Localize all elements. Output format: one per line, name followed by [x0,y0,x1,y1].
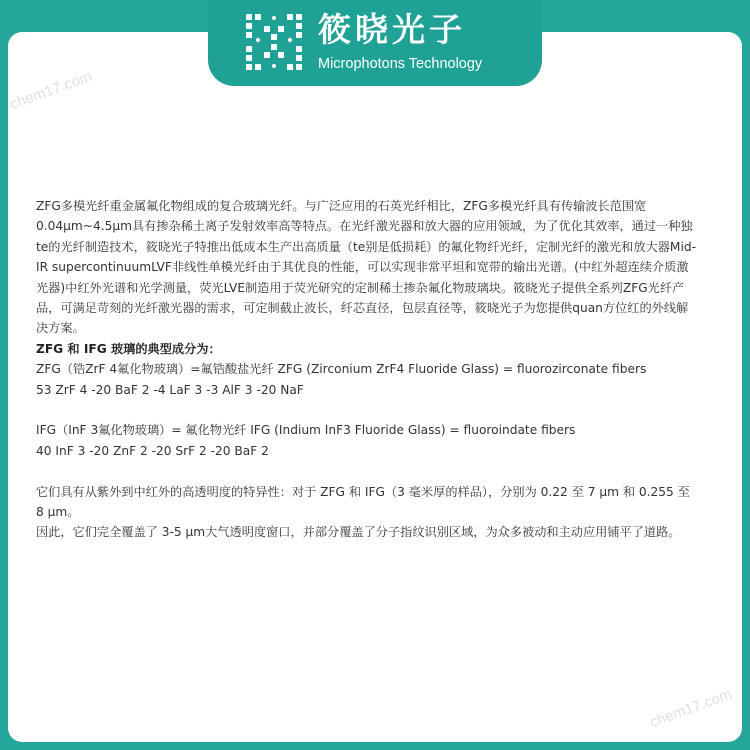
watermark: chem17.com [7,67,95,114]
ifg-composition: 40 InF 3 -20 ZnF 2 -20 SrF 2 -20 BaF 2 [36,443,269,458]
transparency-paragraph: 它们具有从紫外到中红外的高透明度的特异性：对于 ZFG 和 IFG（3 毫米厚的样品），分别为 0.22 至 7 μm 和 0.255 至 8 μm。 [36,484,690,520]
composition-heading: ZFG 和 IFG 玻璃的典型成分为： [36,341,221,356]
coverage-paragraph: 因此，它们完全覆盖了 3-5 μm大气透明度窗口，并部分覆盖了分子指纹识别区域，为众多被动和主动应用铺平了道路。 [36,525,681,540]
watermark: chem17.com [647,685,735,732]
zfg-definition: ZFG（锆ZrF 4氟化物玻璃）=氟锆酸盐光纤 ZFG (Zirconium ZrF4 Fluoride Glass) = fluorozirconate fibers [36,362,647,377]
brand-name-cn: 筱晓光子 [318,10,466,49]
article-body [36,196,700,543]
brand-name-en: Microphotons Technology [318,56,483,72]
x-dot-matrix-logo-icon [244,12,304,72]
zfg-composition: 53 ZrF 4 -20 BaF 2 -4 LaF 3 -3 AlF 3 -20 NaF [36,382,304,397]
ifg-definition: IFG（InF 3氟化物玻璃）= 氟化物光纤 IFG (Indium InF3 Fluoride Glass) = fluoroindate fibers [36,423,576,438]
intro-paragraph: ZFG多模光纤重金属氟化物组成的复合玻璃光纤。与广泛应用的石英光纤相比，ZFG多模光纤具有传输波长范围宽0.04μm~4.5μm具有掺杂稀土离子发射效率高等特点。在光纤激光器和放大器的应用领域，为了优化其效率，通过一种独te的光纤制造技术，筱晓光子特推出低成本生产出高质量（te别是低损耗）的氟化物纤光纤，定制光纤的激光和放大器Mid-IR supercontinuumLVF非线性单模光纤由于其优良的性能，可以实现非常平坦和宽带的输出光谱。(中红外超连续介质激光器)中红外光谱和光学测量，荧光LVE制造用于荧光研究的定制稀土掺杂氟化物玻璃块。筱晓光子提供全系列ZFG光纤产品，可满足苛刻的光纤激光器的需求，可定制截止波长，纤芯直径，包层直径等，筱晓光子为您提供quan方位红的外线解决方案。 [36,199,696,336]
